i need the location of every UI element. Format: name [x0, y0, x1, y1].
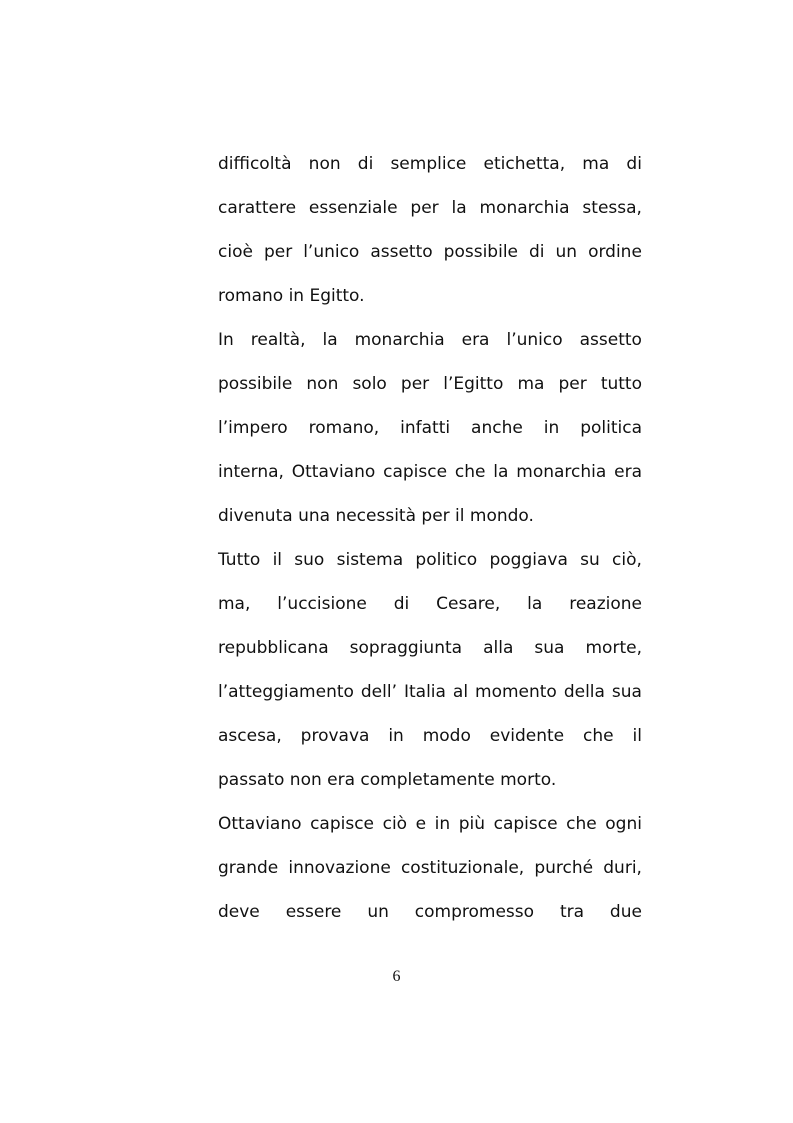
text-line: cioè per l’unico assetto possibile di un ordine: [218, 242, 642, 262]
text-line: difficoltà non di semplice etichetta, ma di: [218, 154, 642, 174]
text-line: ma, l’uccisione di Cesare, la reazione: [218, 594, 642, 614]
text-line: repubblicana sopraggiunta alla sua morte,: [218, 638, 642, 658]
text-line: In realtà, la monarchia era l’unico assetto: [218, 330, 642, 350]
text-line: deve essere un compromesso tra due: [218, 902, 642, 922]
text-line: interna, Ottaviano capisce che la monarchia era: [218, 462, 642, 482]
text-line: possibile non solo per l’Egitto ma per tutto: [218, 374, 642, 394]
page-number: 6: [392, 968, 401, 985]
text-line: Tutto il suo sistema politico poggiava su ciò,: [218, 550, 642, 570]
text-line: l’impero romano, infatti anche in politica: [218, 418, 642, 438]
text-line: ascesa, provava in modo evidente che il: [218, 726, 642, 746]
text-line: passato non era completamente morto.: [218, 770, 557, 790]
page-body: [218, 142, 642, 934]
text-line: romano in Egitto.: [218, 286, 365, 306]
text-line: carattere essenziale per la monarchia stessa,: [218, 198, 642, 218]
text-line: Ottaviano capisce ciò e in più capisce che ogni: [218, 814, 642, 834]
text-line: divenuta una necessità per il mondo.: [218, 506, 534, 526]
text-line: grande innovazione costituzionale, purché duri,: [218, 858, 642, 878]
text-line: l’atteggiamento dell’ Italia al momento della sua: [218, 682, 642, 702]
